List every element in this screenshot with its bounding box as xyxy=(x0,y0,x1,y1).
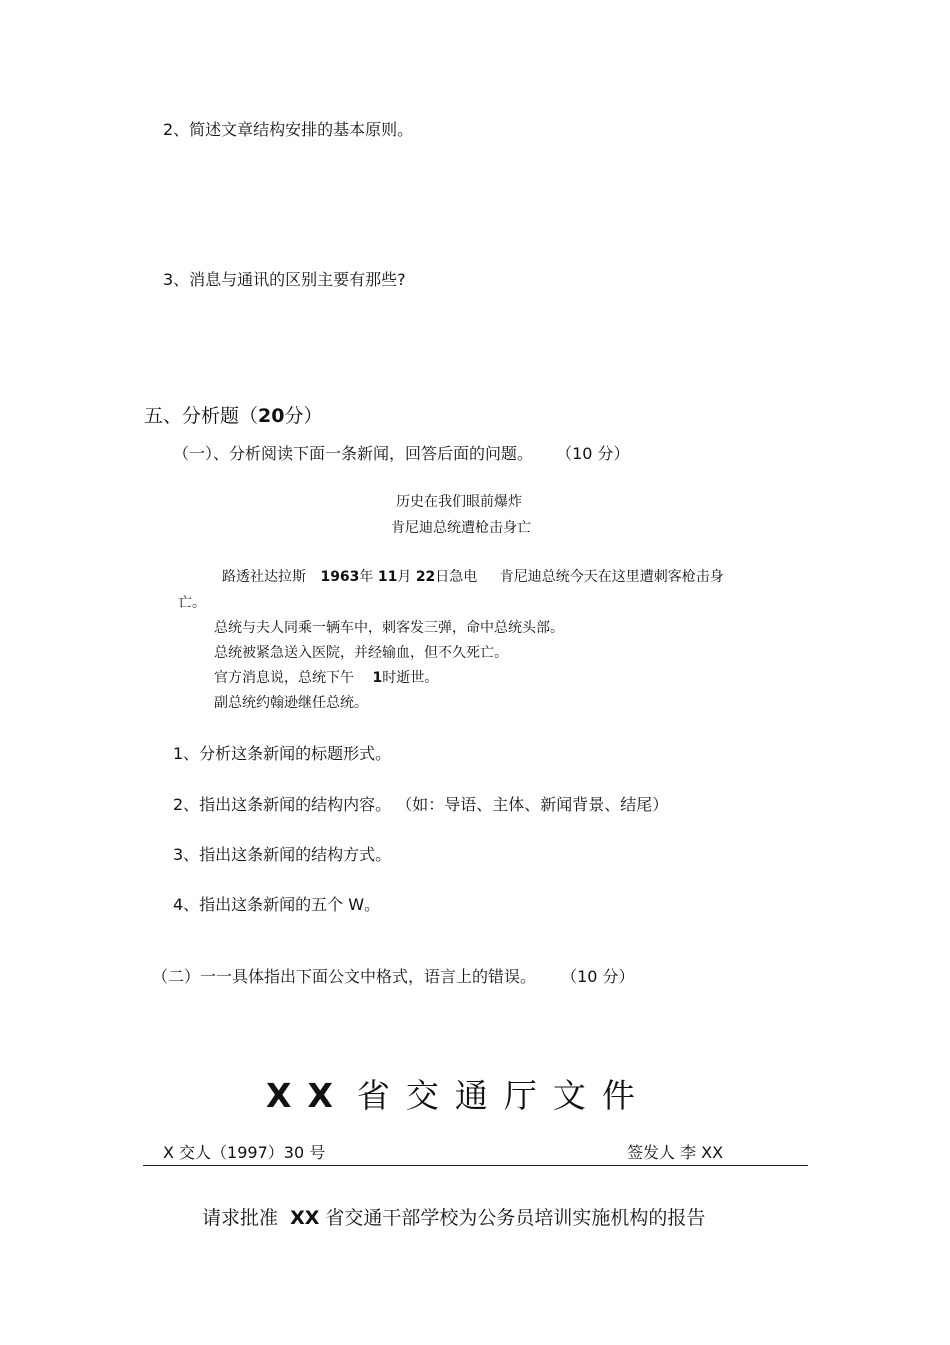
news-year-unit: 年 xyxy=(359,569,374,585)
question-2: 2、简述文章结构安排的基本原则。 xyxy=(163,120,414,139)
part-1-heading xyxy=(173,444,630,463)
section-5-title-suffix: 分） xyxy=(284,405,323,427)
section-5-title xyxy=(144,405,322,428)
header-divider xyxy=(143,1165,808,1166)
news-p3-hour: 1 xyxy=(372,670,383,686)
news-day-unit: 日急电 xyxy=(435,569,478,585)
part-1-points: （10 分） xyxy=(556,444,630,463)
part-2-points: （10 分） xyxy=(561,967,635,986)
document-number: X 交人（1997）30 号 xyxy=(163,1143,326,1162)
analysis-item-4: 4、指出这条新闻的五个 W。 xyxy=(173,895,381,914)
news-month: 11 xyxy=(377,569,398,585)
part-2-label: （二）一一具体指出下面公文中格式，语言上的错误。 xyxy=(152,967,537,986)
news-year: 1963 xyxy=(320,569,360,585)
news-day: 22 xyxy=(415,569,436,585)
document-signer: 签发人 李 XX xyxy=(627,1143,724,1162)
report-title-rest: 省交通干部学校为公务员培训实施机构的报告 xyxy=(325,1207,706,1229)
analysis-item-1: 1、分析这条新闻的标题形式。 xyxy=(173,744,392,763)
document-title-bold: XX xyxy=(266,1076,349,1115)
news-headline-1: 历史在我们眼前爆炸 xyxy=(396,494,522,510)
analysis-item-2: 2、指出这条新闻的结构内容。 （如：导语、主体、新闻背景、结尾） xyxy=(173,795,669,814)
news-lead-wrap: 亡。 xyxy=(178,595,206,611)
news-paragraph-3 xyxy=(214,670,438,687)
part-2-heading xyxy=(152,967,635,986)
news-headline-2: 肯尼迪总统遭枪击身亡 xyxy=(391,520,531,536)
news-dateline: 路透社达拉斯 xyxy=(222,569,306,585)
document-title-rest: 省交通厅文件 xyxy=(356,1076,651,1115)
news-lead xyxy=(222,569,724,586)
report-title-prefix: 请求批准 xyxy=(202,1207,279,1229)
section-5-points: 20 xyxy=(258,405,285,427)
report-title xyxy=(202,1207,705,1230)
analysis-item-3: 3、指出这条新闻的结构方式。 xyxy=(173,845,392,864)
report-title-bold: XX xyxy=(290,1207,320,1229)
document-title xyxy=(266,1076,651,1116)
section-5-title-prefix: 五、分析题（ xyxy=(144,405,259,427)
news-lead-rest: 肯尼迪总统今天在这里遭刺客枪击身 xyxy=(499,569,724,585)
news-p3-suffix: 时逝世。 xyxy=(382,670,439,686)
news-month-unit: 月 xyxy=(397,569,412,585)
news-paragraph-1: 总统与夫人同乘一辆车中，刺客发三弹，命中总统头部。 xyxy=(214,620,564,636)
news-p3-prefix: 官方消息说，总统下午 xyxy=(214,670,354,686)
part-1-label: （一）、分析阅读下面一条新闻，回答后面的问题。 xyxy=(173,444,534,463)
news-paragraph-2: 总统被紧急送入医院，并经输血，但不久死亡。 xyxy=(214,645,508,661)
question-3: 3、消息与通讯的区别主要有那些? xyxy=(163,270,406,289)
news-paragraph-4: 副总统约翰逊继任总统。 xyxy=(214,695,368,711)
